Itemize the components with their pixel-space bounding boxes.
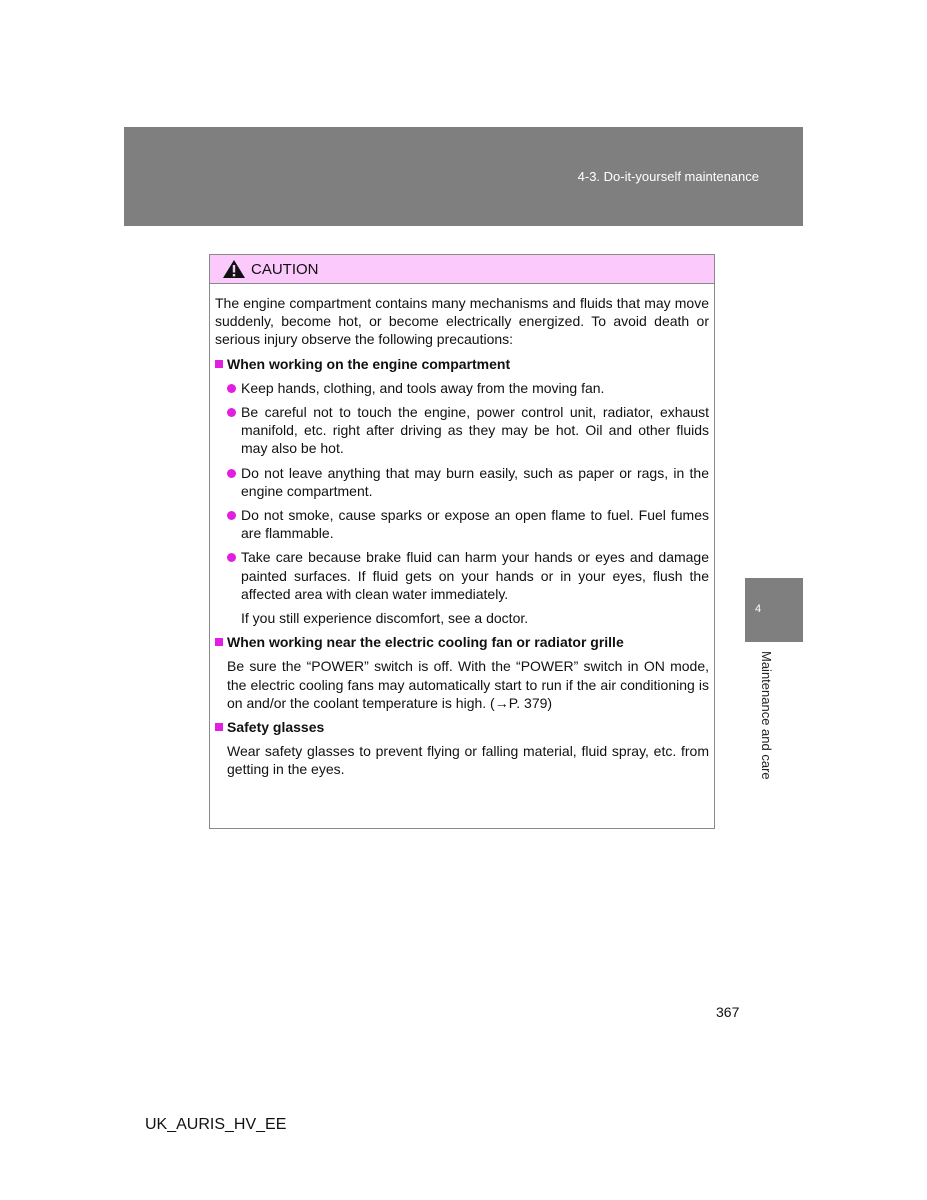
chapter-tab (745, 578, 803, 642)
square-bullet-icon (215, 723, 223, 731)
round-bullet-icon (227, 384, 236, 393)
section-heading-text: Safety glasses (227, 719, 325, 736)
list-item (215, 506, 709, 542)
caution-title: CAUTION (251, 260, 319, 278)
caution-header (210, 255, 714, 284)
list-item (215, 403, 709, 458)
square-bullet-icon (215, 638, 223, 646)
bullet-text: Keep hands, clothing, and tools away from the moving fan. (241, 379, 605, 396)
round-bullet-icon (227, 408, 236, 417)
section-heading-text: When working on the engine compartment (227, 355, 511, 372)
square-bullet-icon (215, 360, 223, 368)
caution-intro: The engine compartment contains many mechanisms and fluids that may move suddenly, become hot, or become electrically energized. To avoid death or serious injury observe the following precautions: (215, 295, 709, 348)
bullet-text: Be careful not to touch the engine, power control unit, radiator, exhaust manifold, etc. right after driving as they may be hot. Oil and other fluids may also be hot. (241, 404, 709, 457)
section-heading-safety-glasses (215, 718, 709, 736)
page-number: 367 (716, 1004, 740, 1020)
model-code: UK_AURIS_HV_EE (145, 1116, 287, 1133)
list-item (215, 464, 709, 500)
list-item (215, 379, 709, 397)
section-text-safety-glasses: Wear safety glasses to prevent flying or falling material, fluid spray, etc. from getting in the eyes. (227, 743, 709, 778)
caution-body (210, 284, 714, 779)
section-title: 4-3. Do-it-yourself maintenance (577, 169, 759, 184)
bullet-text-followup: If you still experience discomfort, see a doctor. (241, 610, 529, 627)
section-heading-cooling-fan (215, 633, 709, 651)
warning-triangle-icon (222, 259, 246, 279)
chapter-number: 4 (755, 603, 762, 615)
chapter-label: Maintenance and care (759, 651, 774, 780)
section-text-cooling-fan: Be sure the “POWER” switch is off. With the “POWER” switch in ON mode, the electric cooling fans may automatically start to run if the air conditioning is on and/or the coolant temperature is high. (→P. 379) (227, 658, 709, 711)
chapter-header-band (124, 127, 803, 226)
round-bullet-icon (227, 511, 236, 520)
bullet-text: Do not leave anything that may burn easily, such as paper or rags, in the engine compartment. (241, 464, 709, 499)
section-heading-text: When working near the electric cooling fan or radiator grille (227, 634, 624, 651)
caution-box (209, 254, 715, 829)
bullet-text: Do not smoke, cause sparks or expose an open flame to fuel. Fuel fumes are flammable. (241, 507, 709, 542)
round-bullet-icon (227, 469, 236, 478)
section-heading-engine-compartment (215, 355, 709, 373)
bullet-text: Take care because brake fluid can harm your hands or eyes and damage painted surfaces. If fluid gets on your hands or in your eyes, flush the affected area with clean water immediately. (241, 549, 709, 602)
list-item (215, 548, 709, 627)
round-bullet-icon (227, 553, 236, 562)
